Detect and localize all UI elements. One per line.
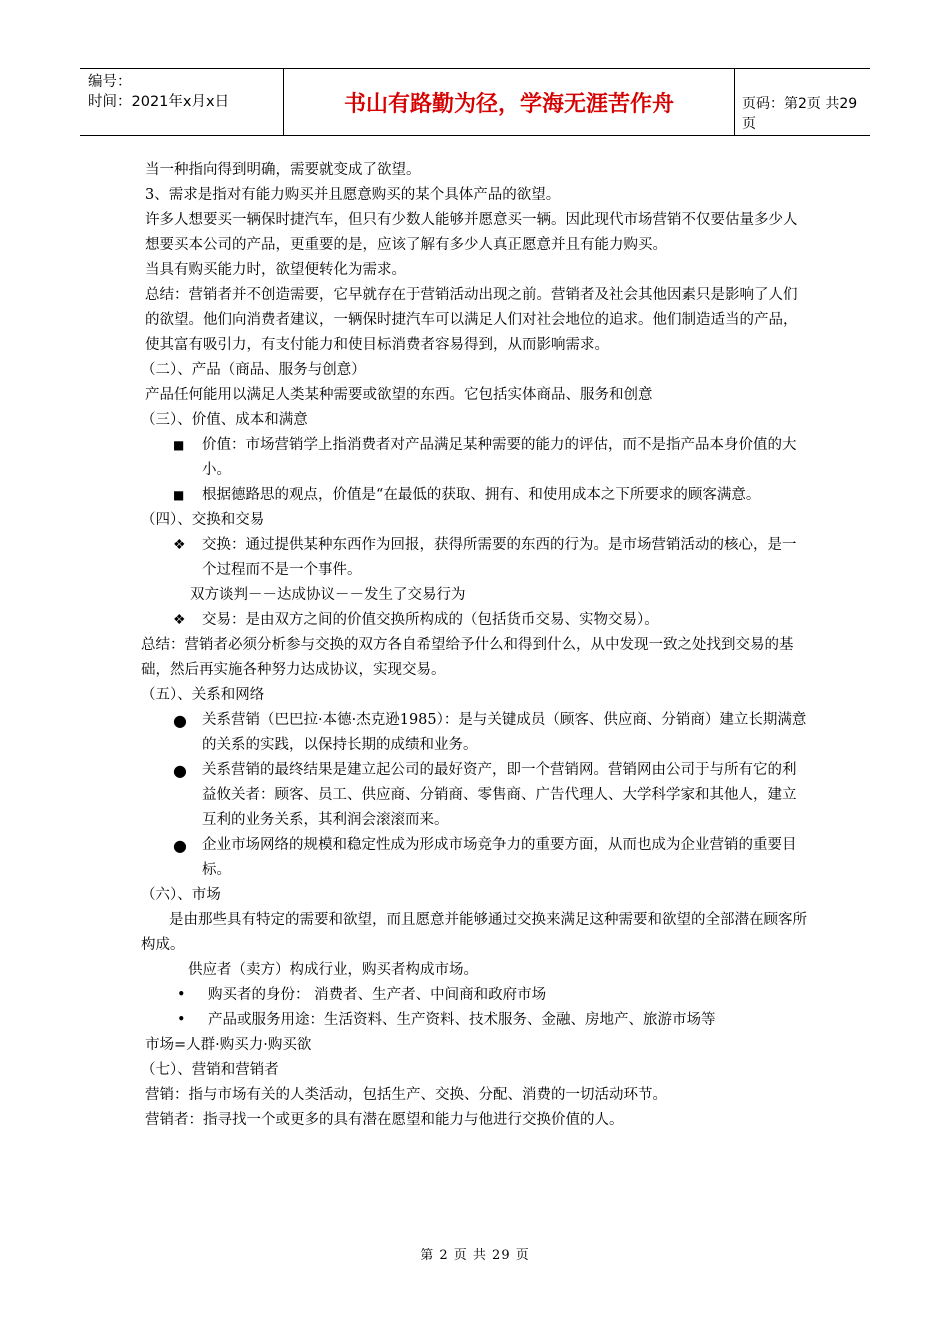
section-heading: （三）、价值、成本和满意	[141, 412, 308, 428]
section-heading: （七）、营销和营销者	[141, 1062, 279, 1078]
circle-bullet-icon: ●	[173, 836, 187, 855]
paragraph: 营销：指与市场有关的人类活动，包括生产、交换、分配、消费的一切活动环节。	[145, 1087, 667, 1103]
paragraph: 许多人想要买一辆保时捷汽车，但只有少数人能够并愿意买一辆。因此现代市场营销不仅要估量多少人想要买本公司的产品，更重要的是，应该了解有多少人真正愿意并且有能力购买。	[145, 212, 798, 253]
circle-bullet-icon: ●	[173, 711, 187, 730]
summary-paragraph: 总结：营销者并不创造需要，它早就存在于营销活动出现之前。营销者及社会其他因素只是影响了人们的欲望。他们向消费者建议，一辆保时捷汽车可以满足人们对社会地位的追求。他们制造适当的产品，使其富有吸引力，有支付能力和使目标消费者容易得到，从而影响需求。	[145, 287, 798, 353]
header-motto: 书山有路勤为径，学海无涯苦作舟	[283, 69, 735, 135]
header-page-info: 页码：第2页 共29页	[742, 96, 858, 132]
doc-number: 编号：	[88, 74, 132, 90]
section-heading: （二）、产品（商品、服务与创意）	[141, 362, 366, 378]
summary-paragraph: 总结：营销者必须分析参与交换的双方各自希望给予什么和得到什么，从中发现一致之处找到交易的基础，然后再实施各种努力达成协议，实现交易。	[141, 637, 794, 678]
page-footer: 第 2 页 共 29 页	[420, 1248, 530, 1263]
list-item: ■ 根据德路思的观点，价值是“在最低的获取、拥有、和使用成本之下所要求的顾客满意。	[145, 483, 808, 508]
paragraph: 供应者（卖方）构成行业，购买者构成市场。	[188, 962, 478, 978]
paragraph: 是由那些具有特定的需要和欲望，而且愿意并能够通过交换来满足这种需要和欲望的全部潜在顾客所构成。	[141, 912, 807, 953]
paragraph: 3、需求是指对有能力购买并且愿意购买的某个具体产品的欲望。	[145, 187, 561, 203]
list-item: • 产品或服务用途：生活资料、生产资料、技术服务、金融、房地产、旅游市场等	[145, 1008, 808, 1033]
document-body	[141, 158, 808, 1133]
dot-bullet-icon: •	[177, 1012, 186, 1028]
dot-bullet-icon: •	[177, 987, 186, 1003]
list-item: ❖ 交换：通过提供某种东西作为回报，获得所需要的东西的行为。是市场营销活动的核心，是一个过程而不是一个事件。	[145, 533, 808, 583]
section-heading: （五）、关系和网络	[141, 687, 265, 703]
list-item: ■ 价值：市场营销学上指消费者对产品满足某种需要的能力的评估，而不是指产品本身价值的大小。	[145, 433, 808, 483]
square-bullet-icon: ■	[173, 488, 185, 502]
paragraph: 营销者：指寻找一个或更多的具有潜在愿望和能力与他进行交换价值的人。	[145, 1112, 624, 1128]
header-meta	[88, 72, 284, 112]
list-item: ● 企业市场网络的规模和稳定性成为形成市场竞争力的重要方面，从而也成为企业营销的重要目标。	[145, 833, 808, 883]
section-heading: （六）、市场	[141, 887, 221, 903]
diamond-bullet-icon: ❖	[173, 612, 186, 628]
list-item: ❖ 交易：是由双方之间的价值交换所构成的（包括货币交易、实物交易）。	[145, 608, 808, 633]
list-item: ● 关系营销（巴巴拉·本德·杰克逊1985）：是与关键成员（顾客、供应商、分销商）建立长期满意的关系的实践，以保持长期的成绩和业务。	[145, 708, 808, 758]
paragraph: 市场=人群·购买力·购买欲	[145, 1037, 312, 1053]
paragraph: 产品任何能用以满足人类某种需要或欲望的东西。它包括实体商品、服务和创意	[145, 387, 653, 403]
doc-date: 时间：2021年x月x日	[88, 94, 230, 110]
page-header	[80, 68, 870, 136]
diamond-bullet-icon: ❖	[173, 537, 186, 553]
paragraph: 当具有购买能力时，欲望便转化为需求。	[145, 262, 406, 278]
circle-bullet-icon: ●	[173, 761, 187, 780]
square-bullet-icon: ■	[173, 438, 185, 452]
list-item: • 购买者的身份： 消费者、生产者、中间商和政府市场	[145, 983, 808, 1008]
section-heading: （四）、交换和交易	[141, 512, 265, 528]
list-item: ● 关系营销的最终结果是建立起公司的最好资产，即一个营销网。营销网由公司于与所有它的利益攸关者：顾客、员工、供应商、分销商、零售商、广告代理人、大学科学家和其他人，建立互利的业务关系，其利润会滚滚而来。	[145, 758, 808, 833]
paragraph: 双方谈判－－达成协议－－发生了交易行为	[190, 587, 466, 603]
paragraph: 当一种指向得到明确，需要就变成了欲望。	[145, 162, 421, 178]
